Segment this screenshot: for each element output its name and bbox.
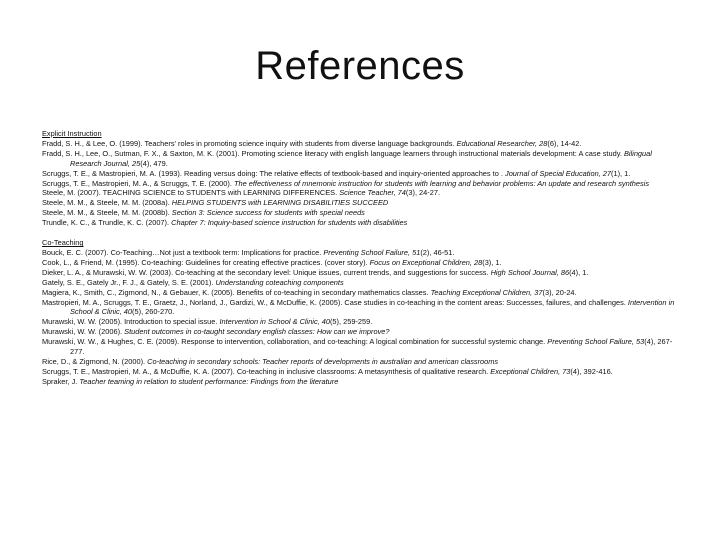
reference-entry: Spraker, J. Teacher teaming in relation to student performance: Findings from the literature [42, 376, 339, 386]
section-heading-co-teaching: Co-Teaching [42, 238, 84, 248]
reference-entry: Steele, M. M., & Steele, M. M. (2008b). Section 3: Science success for students with special needs [42, 208, 365, 218]
reference-entry: Scruggs, T. E., & Mastropieri, M. A. (1993). Reading versus doing: The relative effects of textbook-based and inquiry-oriented approaches to . Journal of Special Education, 27(1), 1. [42, 168, 631, 178]
reference-entry: Scruggs, T. E., Mastropieri, M. A., & McDuffie, K. A. (2007). Co-teaching in inclusive classrooms: A metasynthesis of qualitative research. Exceptional Children, 73(4), 392-416. [42, 366, 613, 376]
section-spacer [42, 228, 682, 238]
reference-entry: Trundle, K. C., & Trundle, K. C. (2007). Chapter 7: Inquiry-based science instruction for students with disabilities [42, 218, 408, 228]
reference-entry: Bouck, E. C. (2007). Co-Teaching…Not just a textbook term: Implications for practice. Preventing School Failure, 51(2), 46-51. [42, 247, 455, 257]
reference-entry: Cook, L., & Friend, M. (1995). Co-teaching: Guidelines for creating effective practices. (cover story). Focus on Exceptional Children, 28(3), 1. [42, 257, 502, 267]
reference-entry: Mastropieri, M. A., Scruggs, T. E., Graetz, J., Norland, J., Gardizi, W., & McDuffie, K. (2005). Case studies in co-teaching in the content areas: Successes, failures, and challenges. Intervention in School & Clinic, 40(5), 260-270. [42, 297, 675, 317]
reference-entry: Gately, S. E., Gately Jr., F. J., & Gately, S. E. (2001). Understanding coteaching components [42, 277, 344, 287]
section-heading-explicit-instruction: Explicit Instruction [42, 129, 102, 138]
reference-entry: Fradd, S. H., Lee, O., Sutman, F. X., & Saxton, M. K. (2001). Promoting science literacy with english language learners through instructional materials development: A case study. Bilingual Research Journal, 25(4), 479. [42, 148, 652, 168]
reference-entry: Magiera, K., Smith, C., Zigmond, N., & Gebauer, K. (2005). Benefits of co-teaching in secondary mathematics classes. Teaching Exceptional Children, 37(3), 20-24. [42, 287, 577, 297]
reference-entry: Murawski, W. W. (2006). Student outcomes in co-taught secondary english classes: How can we improve? [42, 327, 390, 337]
reference-entry: Murawski, W. W. (2005). Introduction to special issue. Intervention in School & Clinic, 40(5), 259-259. [42, 317, 373, 327]
reference-entry: Murawski, W. W., & Hughes, C. E. (2009). Response to intervention, collaboration, and co-teaching: A logical combination for successful systemic change. Preventing School Failure, 53(4), 267-277. [42, 337, 673, 357]
reference-entry: Steele, M. (2007). TEACHING SCIENCE to STUDENTS with LEARNING DIFFERENCES. Science Teacher, 74(3), 24-27. [42, 188, 441, 198]
reference-entry: Dieker, L. A., & Murawski, W. W. (2003). Co-teaching at the secondary level: Unique issues, current trends, and suggestions for success. High School Journal, 86(4), 1. [42, 267, 589, 277]
page-title: References [255, 44, 465, 88]
reference-entry: Steele, M. M., & Steele, M. M. (2008a). HELPING STUDENTS with LEARNING DISABILITIES SUCCEED [42, 198, 389, 208]
reference-entry: Scruggs, T. E., Mastropieri, M. A., & Scruggs, T. E. (2000). The effectiveness of mnemonic instruction for students with learning and behavior problems: An update and research synthesis [42, 178, 650, 188]
references-list [42, 129, 682, 387]
reference-entry: Rice, D., & Zigmond, N. (2000). Co-teaching in secondary schools: Teacher reports of developments in australian and american classrooms [42, 356, 499, 366]
reference-entry: Fradd, S. H., & Lee, O. (1999). Teachers' roles in promoting science inquiry with students from diverse language backgrounds. Educational Researcher, 28(6), 14-42. [42, 138, 582, 148]
